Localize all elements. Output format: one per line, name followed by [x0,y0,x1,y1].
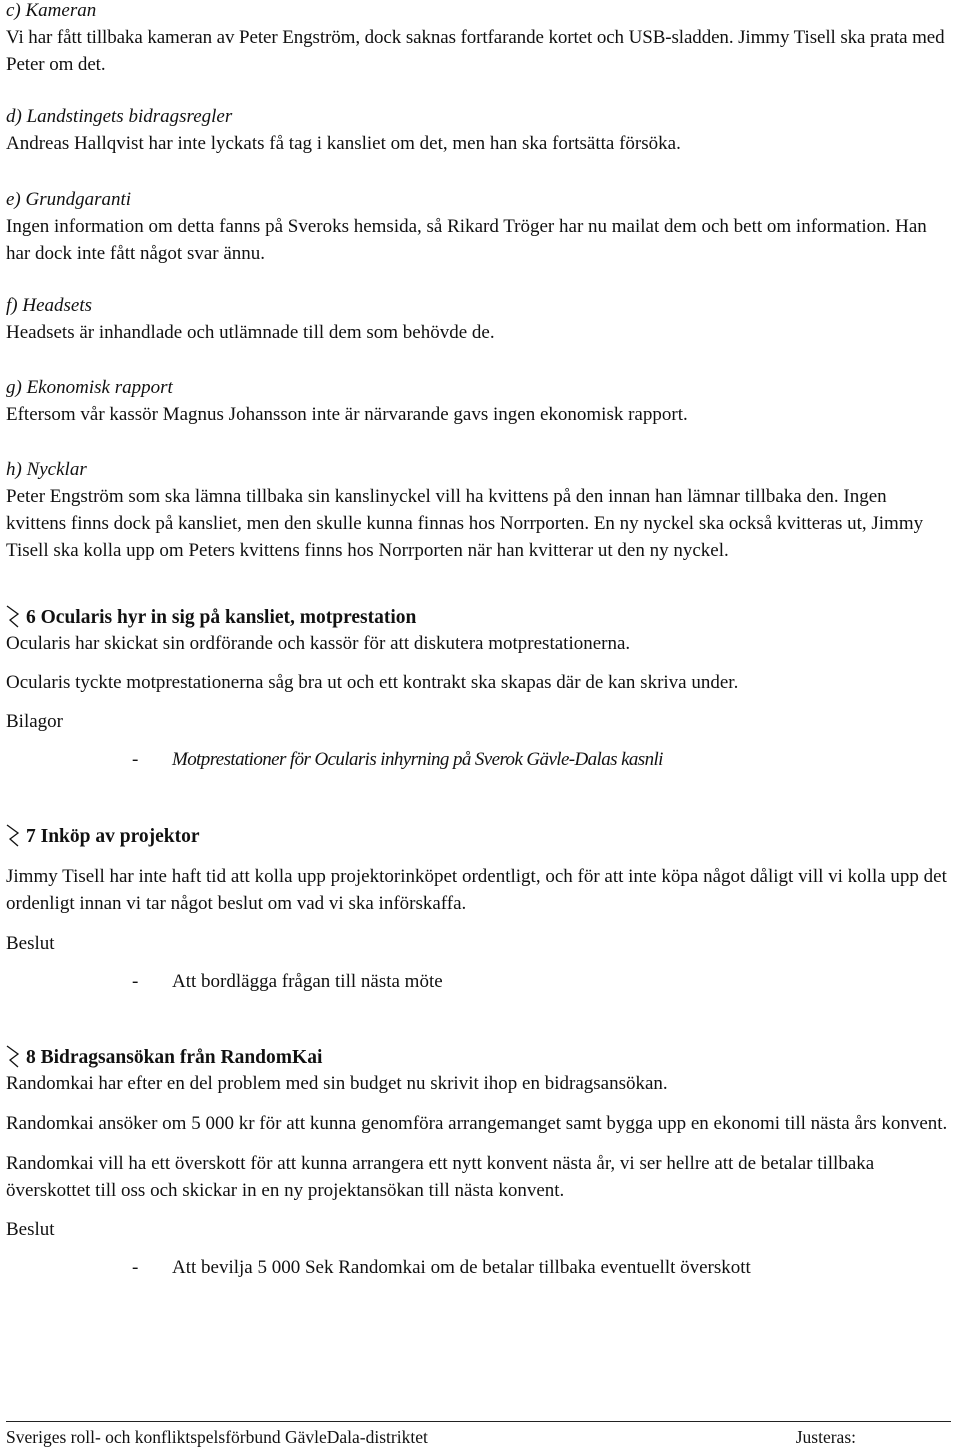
section-8-decision-item [6,1254,951,1281]
subsection-c-text: Vi har fått tillbaka kameran av Peter Engström, dock saknas fortfarande kortet och USB-sladden. Jimmy Tisell ska prata med Peter om det. [6,27,945,75]
subsection-g-title: g) Ekonomisk rapport [6,377,173,398]
subsection-h-title: h) Nycklar [6,459,87,480]
subsection-h-text: Peter Engström som ska lämna tillbaka sin kanslinyckel vill ha kvittens på den innan han lämnar tillbaka den. Ingen kvittens finns dock på kansliet, men den skulle kunna finnas hos Norrporten. En ny nyckel ska också kvitteras ut, Jimmy Tisell ska kolla upp om Peters kvittens finns hos Norrporten när han kvitterar ut den ny nyckel. [6,486,924,561]
subsection-f-text: Headsets är inhandlade och utlämnade till dem som behövde de. [6,322,495,343]
section-7-heading-text: 7 Inköp av projektor [26,826,200,847]
section-6-heading-text: 6 Ocularis hyr in sig på kansliet, motprestation [26,607,417,628]
list-dash: - [132,1257,139,1278]
collapse-arrow-icon [6,824,20,850]
collapse-arrow-icon [6,605,20,631]
subsection-e-title: e) Grundgaranti [6,189,132,210]
section-7-para-1: Jimmy Tisell har inte haft tid att kolla upp projektorinköpet ordentligt, och för att inte köpa något dåligt vill vi kolla upp det ordenligt innan vi tar något beslut om vad vi ska införskaffa. [6,866,947,914]
section-6-attachment-item [6,746,951,773]
section-8-label: Beslut [6,1219,55,1240]
subsection-f-title: f) Headsets [6,295,93,316]
subsection-e-text: Ingen information om detta fanns på Sveroks hemsida, så Rikard Tröger har nu mailat dem och bett om information. Han har dock inte fått något svar ännu. [6,216,927,264]
list-dash: - [132,971,139,992]
section-7-decision-item [6,968,951,995]
section-6-attachment-text: Motprestationer för Ocularis inhyrning på Sverok Gävle-Dalas kasnli [172,749,663,770]
footer-justeras: Justeras: [795,1427,856,1447]
subsection-g-text: Eftersom vår kassör Magnus Johansson inte är närvarande gavs ingen ekonomisk rapport. [6,404,688,425]
section-7-decision-text: Att bordlägga frågan till nästa möte [172,971,443,992]
section-8-para-1: Randomkai har efter en del problem med sin budget nu skrivit ihop en bidragsansökan. [6,1073,668,1094]
section-7-heading [6,823,951,850]
section-7-label: Beslut [6,933,55,954]
document-page [6,0,951,1281]
subsection-d-text: Andreas Hallqvist har inte lyckats få tag i kansliet om det, men han ska fortsätta försöka. [6,133,681,154]
section-6-para-1: Ocularis har skickat sin ordförande och kassör för att diskutera motprestationerna. [6,633,631,654]
section-8-heading-text: 8 Bidragsansökan från RandomKai [26,1047,323,1068]
section-6-heading [6,604,951,631]
footer-organization: Sveriges roll- och konfliktspelsförbund GävleDala-distriktet [6,1427,428,1447]
section-8-decision-text: Att bevilja 5 000 Sek Randomkai om de betalar tillbaka eventuellt överskott [172,1257,751,1278]
section-8-heading [6,1044,951,1071]
section-8-para-2: Randomkai ansöker om 5 000 kr för att kunna genomföra arrangemanget samt bygga upp en ekonomi till nästa års konvent. [6,1113,948,1134]
section-6-label: Bilagor [6,711,63,732]
subsection-c-title: c) Kameran [6,0,97,21]
section-8-para-3: Randomkai vill ha ett överskott för att kunna arrangera ett nytt konvent nästa år, vi ser hellre att de betalar tillbaka överskottet till oss och skickar in en ny projektansökan till nästa konvent. [6,1153,875,1201]
section-6-para-2: Ocularis tyckte motprestationerna såg bra ut och ett kontrakt ska skapas där de kan skriva under. [6,672,739,693]
list-dash: - [132,749,139,770]
subsection-d-title: d) Landstingets bidragsregler [6,106,233,127]
collapse-arrow-icon [6,1045,20,1071]
page-footer [6,1421,951,1448]
